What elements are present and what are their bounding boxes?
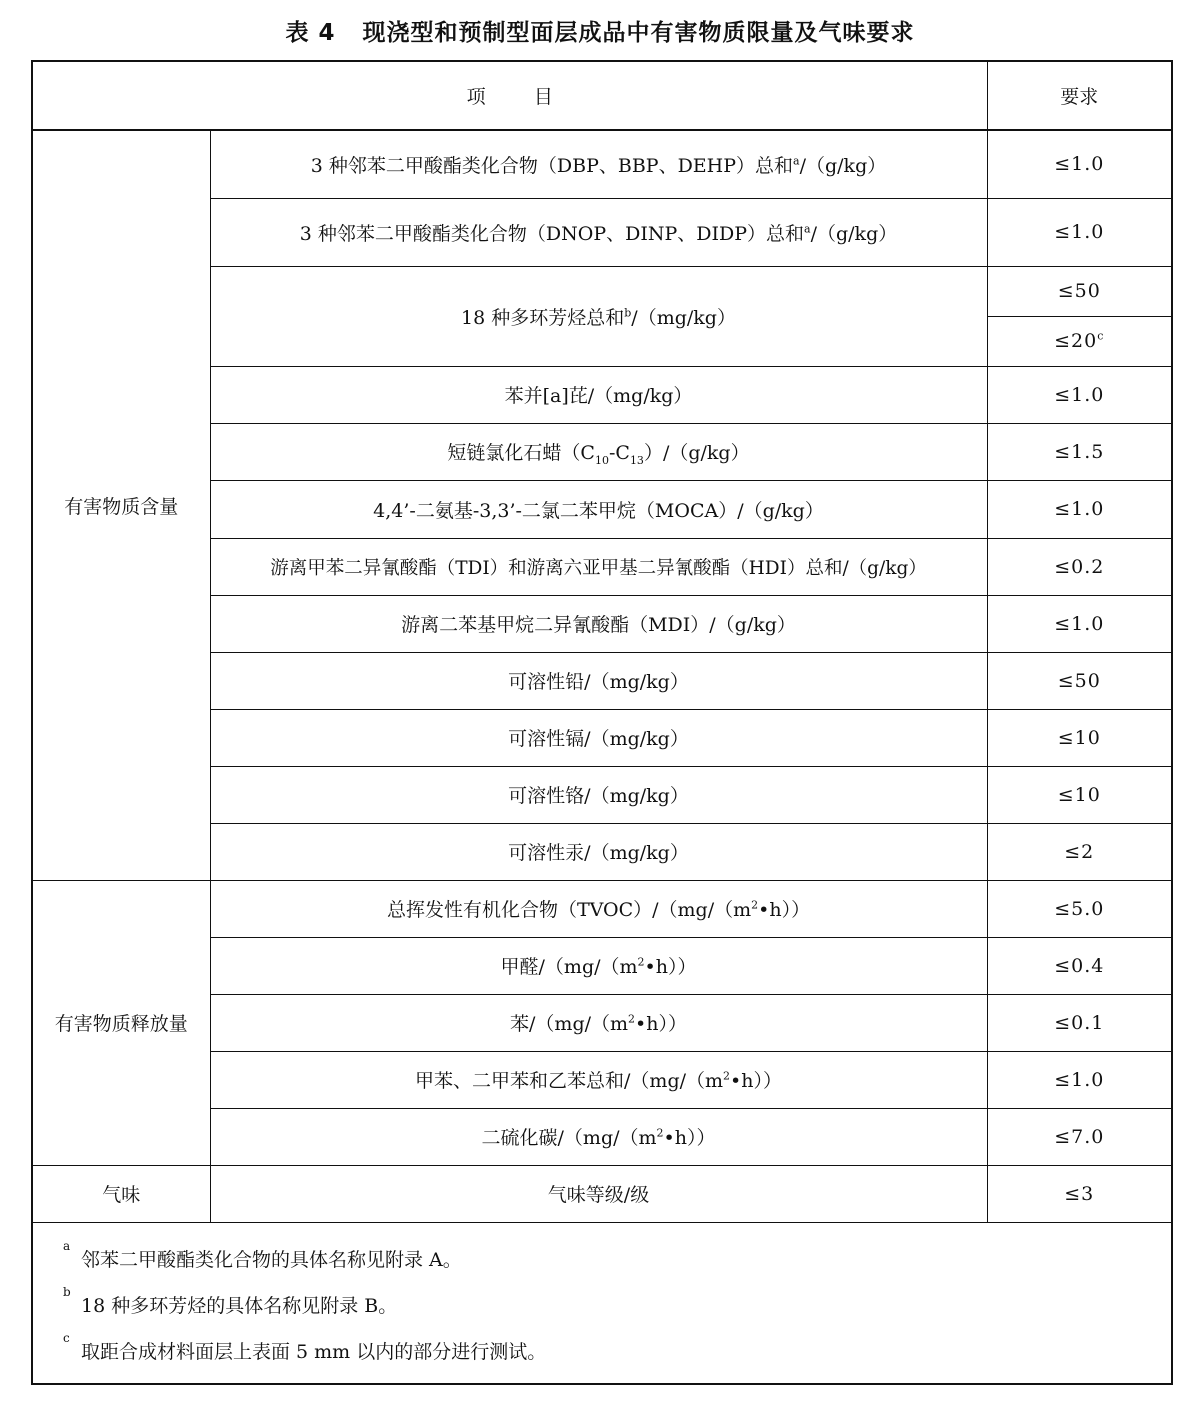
item-cell: 18 种多环芳烃总和$^b$/（mg/kg）	[210, 266, 987, 366]
group-label-odor: 气味	[32, 1165, 210, 1222]
header-requirement: 要求	[987, 61, 1172, 130]
requirement-cell: ≤0.1	[987, 994, 1172, 1051]
table-title: 表 4 现浇型和预制型面层成品中有害物质限量及气味要求	[285, 20, 915, 46]
item-cell: 4,4’-二氨基-3,3’-二氯二苯甲烷（MOCA）/（g/kg）	[210, 480, 987, 538]
item-cell: 苯$/(mg/(m^2•h))$	[210, 994, 987, 1051]
notes-row	[32, 1222, 1172, 1384]
header-item: 项 目	[32, 61, 987, 130]
requirement-cell: ≤3	[987, 1165, 1172, 1222]
requirement-cell: ≤10	[987, 709, 1172, 766]
table-row	[32, 1165, 1172, 1222]
item-cell: 短链氯化石蜡$(C_{10}-C_{13})/(g/kg)$	[210, 423, 987, 480]
requirement-cell: ≤7.0	[987, 1108, 1172, 1165]
requirement-cell: ≤0.4	[987, 937, 1172, 994]
item-cell: 总挥发性有机化合物$(TVOC)/(mg/(m^2•h))$	[210, 880, 987, 937]
item-cell: 二硫化碳$/(mg/(m^2•h))$	[210, 1108, 987, 1165]
item-cell: 3 种邻苯二甲酸酯类化合物（DBP、BBP、DEHP）总和$^a$/（g/kg）	[210, 130, 987, 198]
requirement-cell: ≤1.5	[987, 423, 1172, 480]
group-label-content: 有害物质含量	[32, 130, 210, 880]
item-cell: 可溶性镉/（mg/kg）	[210, 709, 987, 766]
requirement-cell: ≤0.2	[987, 538, 1172, 595]
requirement-cell: ≤1.0	[987, 595, 1172, 652]
item-cell: 甲醛$/(mg/(m^2•h))$	[210, 937, 987, 994]
requirement-cell: ≤1.0	[987, 1051, 1172, 1108]
item-cell: 气味等级/级	[210, 1165, 987, 1222]
requirement-cell: ≤5.0	[987, 880, 1172, 937]
table-row	[32, 130, 1172, 198]
requirement-cell: ≤10	[987, 766, 1172, 823]
requirement-cell: ≤1.0	[987, 480, 1172, 538]
table-row	[32, 880, 1172, 937]
item-cell: 甲苯、二甲苯和乙苯总和$/(mg/(m^2•h))$	[210, 1051, 987, 1108]
table-header-row	[32, 61, 1172, 130]
footnote: b 18 种多环芳烃的具体名称见附录 B。	[63, 1284, 398, 1317]
limits-table	[31, 60, 1173, 1385]
item-cell: 可溶性铬/（mg/kg）	[210, 766, 987, 823]
requirement-cell: ≤50	[987, 266, 1172, 316]
requirement-cell: ≤50	[987, 652, 1172, 709]
footnote: c 取距合成材料面层上表面 5 mm 以内的部分进行测试。	[63, 1330, 547, 1363]
item-cell: 苯并[a]芘/（mg/kg）	[210, 366, 987, 423]
item-cell: 可溶性铅/（mg/kg）	[210, 652, 987, 709]
requirement-cell: $\le 20^c$	[987, 316, 1172, 366]
footnote: a 邻苯二甲酸酯类化合物的具体名称见附录 A。	[63, 1238, 462, 1271]
requirement-cell: ≤2	[987, 823, 1172, 880]
item-cell: 游离甲苯二异氰酸酯（TDI）和游离六亚甲基二异氰酸酯（HDI）总和/（g/kg）	[210, 538, 987, 595]
notes-cell	[32, 1222, 1172, 1384]
group-label-release: 有害物质释放量	[32, 880, 210, 1165]
requirement-cell: ≤1.0	[987, 366, 1172, 423]
item-cell: 游离二苯基甲烷二异氰酸酯（MDI）/（g/kg）	[210, 595, 987, 652]
requirement-cell: ≤1.0	[987, 130, 1172, 198]
item-cell: 3 种邻苯二甲酸酯类化合物（DNOP、DINP、DIDP）总和$^a$/（g/kg）	[210, 198, 987, 266]
requirement-cell: ≤1.0	[987, 198, 1172, 266]
item-cell: 可溶性汞/（mg/kg）	[210, 823, 987, 880]
